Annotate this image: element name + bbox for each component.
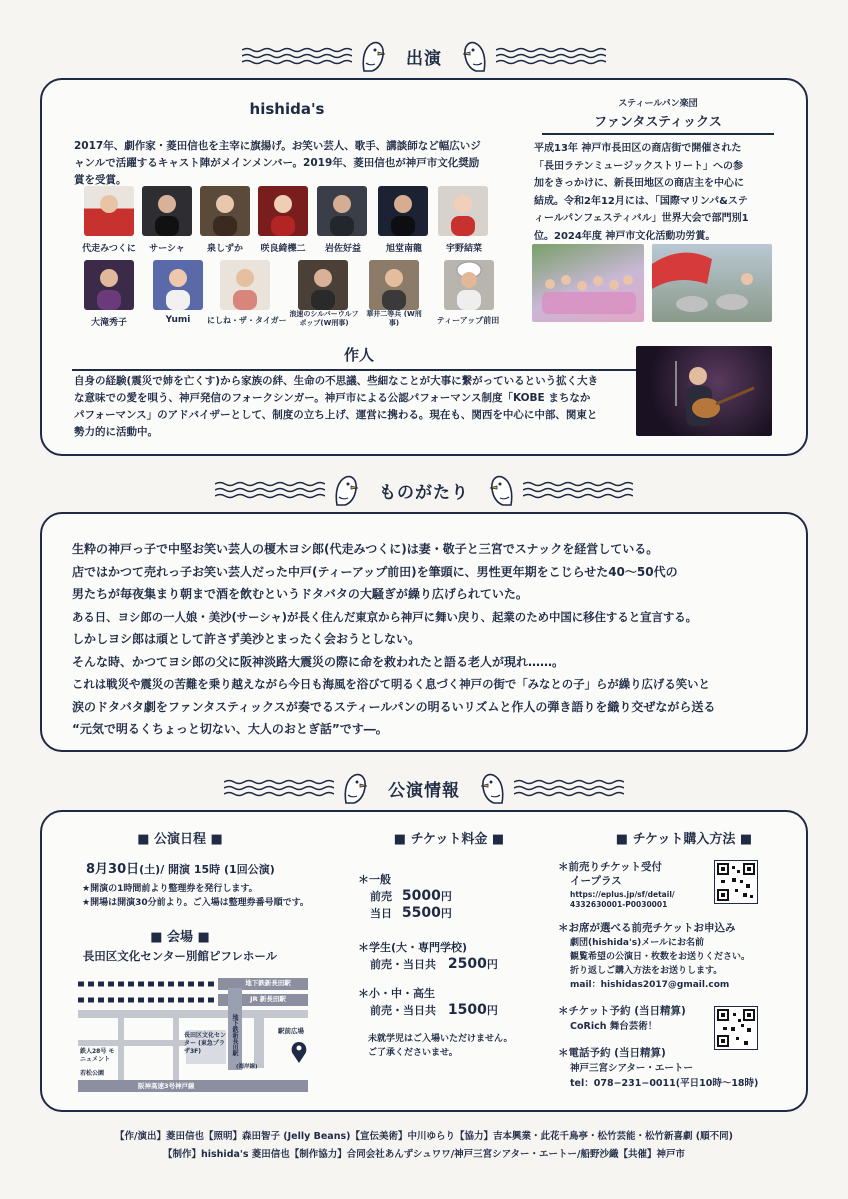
wave-lines-icon: [215, 479, 325, 501]
ticket-student-label: ＊学生(大・専門学校): [358, 941, 468, 954]
price: 5500: [401, 905, 441, 921]
fantastics-title: ファンタスティックス: [542, 111, 774, 135]
cast-name: 浪速のシルバーウルフ ポップ(W刑事): [289, 310, 359, 327]
purchase-heading: ■ チケット購入方法 ■: [615, 832, 753, 847]
story-line: そんな時、かつてヨシ郎の父に阪神淡路大震災の際に命を救われたと語る老人が現れ……。: [72, 654, 565, 669]
wave-lines-icon: [514, 777, 624, 799]
text-line: 結成。令和2年12月には、「国際マリンパ&ステ: [534, 195, 748, 207]
cast-name: 咲良綺櫟二: [260, 244, 306, 254]
text-line: ィールパンフェスティバル」世界大会で部門別1: [534, 213, 749, 224]
cast-name: サーシャ: [149, 244, 185, 254]
ticket-general: [358, 872, 452, 922]
seat-block: [558, 920, 750, 992]
label: 前売: [370, 890, 392, 903]
person-silhouette-icon: [317, 186, 367, 236]
eplus-name: イープラス: [570, 875, 622, 887]
cast-photo: [369, 260, 419, 310]
schedule-heading: ■ 公演日程 ■: [137, 832, 223, 847]
qr-code-icon: [715, 861, 757, 903]
map-label-park: 若松公園: [80, 1070, 105, 1077]
cast-photo: [258, 186, 308, 236]
qr-code-icon: [715, 1007, 757, 1049]
writer-description: [74, 373, 640, 441]
text-line: ャンルで活躍するキャスト陣がメインメンバー。2019年、菱田信也が神戸市文化奨励: [74, 157, 480, 169]
credits: [0, 1128, 848, 1164]
text-line: 未就学児はご入場いただけません。: [368, 1034, 513, 1044]
schedule-date: [86, 858, 275, 877]
phone-number[interactable]: tel：078−231−0011(平日10時〜18時): [570, 1078, 759, 1089]
text-line: ★開演の1時間前より整理券を発行します。: [82, 884, 258, 894]
ticket-student-row: [358, 956, 498, 973]
cast-photo: [84, 260, 134, 310]
text-line: 2017年、劇作家・菱田信也を主宰に旗揚げ。お笑い芸人、歌手、講談師など幅広いジ: [74, 140, 481, 152]
seat-title: ＊お席が選べる前売チケットお申込み: [558, 922, 736, 934]
cast-photo: [153, 260, 203, 310]
cast-photo: [317, 186, 367, 236]
fantastics-photo-performance: [652, 244, 772, 322]
eplus-qr-code[interactable]: [714, 860, 758, 904]
cast-photo: [444, 260, 494, 310]
cast-name: 代走みつくに: [82, 244, 136, 254]
cast-name: Yumi: [165, 315, 191, 325]
ticket-kids: [358, 986, 498, 1019]
person-silhouette-icon: [369, 260, 419, 310]
cast-name: 大滝秀子: [90, 318, 127, 328]
cast-photo: [438, 186, 488, 236]
story-line: しかしヨシ郎は頑として許さず美沙とまったく会おうとしない。: [72, 632, 421, 646]
text-line: 自身の経験(震災で姉を亡くす)から家族の絆、生命の不思議、些細なことが大事に繋がっているという拡く大き: [74, 375, 599, 387]
person-silhouette-icon: [258, 186, 308, 236]
seagull-icon: [478, 771, 508, 805]
hishida-description: [74, 138, 544, 189]
map-label-jr: JR 新長田駅: [250, 995, 286, 1003]
writer-title: 作人: [72, 344, 646, 371]
seagull-icon: [358, 39, 388, 73]
ticket-door-row: [358, 905, 452, 922]
schedule-notes: [82, 882, 309, 910]
wave-lines-icon: [224, 777, 334, 799]
venue-heading: ■ 会場 ■: [150, 930, 210, 945]
email-link[interactable]: mail：hishidas2017@gmail.com: [570, 980, 730, 990]
text-line: 神戸三宮シアター・エートー: [570, 1063, 693, 1074]
cast-photo: [298, 260, 348, 310]
story-section-title: ものがたり: [379, 482, 469, 503]
price: 1500: [447, 1002, 487, 1018]
label: 当日: [370, 907, 392, 920]
seagull-icon: [331, 473, 361, 507]
fantastics-description: [534, 140, 784, 245]
text-line: 4332630001-P0030001: [570, 900, 668, 909]
person-silhouette-icon: [142, 186, 192, 236]
text-line: パフォーマンス」のアドバイザーとして、制度の立ち上げ、運営に携わる。現在も、関西を中心に中部、関東と: [74, 409, 598, 421]
cast-name: 岩佐好益: [324, 244, 361, 254]
cast-photo: [200, 186, 250, 236]
fantastics-header: [536, 96, 780, 135]
story-section-header: [0, 470, 848, 510]
phone-title: ＊電話予約 (当日精算): [558, 1047, 666, 1059]
yen: 円: [486, 1004, 498, 1017]
eplus-block: [558, 860, 675, 910]
eplus-url[interactable]: [558, 890, 675, 910]
text-line: ★開場は開演30分前より。ご入場は整理券番号順です。: [82, 898, 309, 908]
cast-section-header: [0, 36, 848, 76]
story-line: 店ではかつて売れっ子お笑い芸人だった中戸(ティーアップ前田)を筆頭に、男性更年期をこじらせた40〜50代の: [72, 564, 678, 579]
cast-name: 旭堂南龍: [385, 244, 422, 254]
cast-name: にしね・ザ・タイガー: [207, 316, 287, 325]
map-label-plaza: 駅前広場: [278, 1027, 304, 1035]
person-silhouette-icon: [298, 260, 348, 310]
story-panel: [40, 512, 808, 752]
seagull-icon: [487, 473, 517, 507]
credits-line: 【作/演出】菱田信也【照明】森田智子 (Jelly Beans)【宣伝美術】中川ゆらり【協力】吉本興業・此花千鳥亭・松竹芸能・松竹新喜劇 (順不同): [115, 1131, 733, 1142]
price: 5000: [401, 888, 441, 904]
map-label-route: 阪神高速3号神戸線: [138, 1082, 195, 1090]
text-line: な意味での愛を唄う、神戸発信のフォークシンガー。神戸市による公認パフォーマンス制度「KOBE まちなか: [74, 392, 591, 404]
ticket-general-label: ＊一般: [358, 873, 391, 886]
story-line: “元気で明るくちょっと切ない、大人のおとぎ話”です―。: [72, 722, 388, 736]
yen: 円: [486, 958, 498, 971]
ticket-kids-row: [358, 1002, 498, 1019]
cast-panel: [40, 78, 808, 456]
tickets-heading: ■ チケット料金 ■: [393, 832, 505, 847]
fantastics-subtitle: スティールパン楽団: [618, 99, 698, 109]
text-line: 「長田ラテンミュージックストリート」への参: [534, 160, 743, 172]
yen: 円: [440, 890, 452, 903]
cast-name: 泉しずか: [206, 244, 243, 254]
cast-section-title: 出演: [406, 48, 442, 69]
label: 前売・当日共: [370, 958, 436, 971]
date-main: 8月30日: [86, 862, 140, 877]
person-silhouette-icon: [220, 260, 270, 310]
text-line: 劇団(hishida's)メールにお名前: [570, 938, 705, 948]
wave-lines-icon: [496, 45, 606, 67]
phone-block: [558, 1046, 758, 1091]
text-line: ご了承くださいませ。: [368, 1048, 458, 1058]
guitarist-illustration: [636, 346, 772, 436]
ticket-student: [358, 940, 498, 973]
seagull-icon: [460, 39, 490, 73]
person-silhouette-icon: [200, 186, 250, 236]
eplus-title: ＊前売りチケット受付: [558, 861, 663, 873]
text-line: 折り返しご購入方法をお送りします。: [570, 966, 723, 976]
text-line: 加をきっかけに、新長田地区の商店主を中心に: [534, 178, 744, 189]
writer-photo: [636, 346, 772, 436]
corich-qr-code[interactable]: [714, 1006, 758, 1050]
cast-name: 華井二等兵 (W刑事): [366, 310, 422, 327]
map-label-subway: 地下鉄新長田駅: [245, 979, 291, 987]
cast-photo: [142, 186, 192, 236]
cast-name: 宇野結菜: [445, 244, 482, 254]
person-silhouette-icon: [84, 260, 134, 310]
venue-map: [78, 970, 318, 1096]
story-line: 生粋の神戸っ子で中堅お笑い芸人の榎木ヨシ郎(代走みつくに)は妻・敬子と三宮でスナックを経営している。: [72, 542, 659, 556]
map-label-subway-vertical: 地下鉄新長田駅: [231, 1014, 238, 1056]
corich-name[interactable]: CoRich 舞台芸術！: [570, 1021, 658, 1032]
venue-name: 長田区文化センター別館ピフレホール: [82, 949, 278, 963]
story-line: これは戦災や震災の苦難を乗り越えながら今日も海風を浴びて明るく息づく神戸の街で「みなとの子」らが繰り広げる笑いと: [72, 677, 710, 691]
person-silhouette-icon: [84, 186, 134, 236]
story-line: ある日、ヨシ郎の一人娘・美沙(サーシャ)が長く住んだ東京から神戸に舞い戻り、起業のため中国に移住すると宣言する。: [72, 609, 698, 624]
date-rest: (土)/ 開演 15時 (1回公演): [139, 863, 275, 876]
writer-header: [72, 344, 646, 371]
fantastics-photo-group: [532, 244, 644, 322]
person-silhouette-icon: [444, 260, 494, 310]
cast-photo: [378, 186, 428, 236]
ticket-preschool-note: [368, 1032, 513, 1060]
person-silhouette-icon: [438, 186, 488, 236]
story-line: 涙のドタバタ劇をファンタスティックスが奏でるスティールパンの明るいリズムと作人の弾き語りを織り交ぜながら送る: [72, 699, 716, 714]
story-line: 男たちが毎夜集まり朝まで酒を飲むというドタバタの大騒ぎが繰り広げられていた。: [72, 587, 528, 601]
credits-line: 【制作】hishida's 菱田信也【制作協力】合同会社あんずシュワワ/神戸三宮シアター・エートー/船野沙織【共催】神戸市: [163, 1149, 685, 1160]
info-section-title: 公演情報: [388, 780, 460, 801]
wave-lines-icon: [242, 45, 352, 67]
map-label-kaiken: (海岸線): [236, 1064, 258, 1070]
text-line: 位。2024年度 神戸市文化活動功労賞。: [534, 230, 716, 242]
text-line: 勢力的に活動中。: [74, 426, 158, 438]
hishida-title: hishida's: [249, 100, 325, 118]
yen: 円: [440, 907, 452, 920]
text-line: 平成13年 神戸市長田区の商店街で開催された: [534, 143, 742, 154]
band-group-illustration: [532, 244, 644, 322]
steelpan-performance-illustration: [652, 244, 772, 322]
ticket-advance-row: [358, 888, 452, 905]
text-line: 観覧希望の公演日・枚数をお送りください。: [570, 952, 751, 962]
cast-name: ティーアップ前田: [436, 316, 500, 325]
cast-photo: [220, 260, 270, 310]
person-silhouette-icon: [378, 186, 428, 236]
map-label-center: 長田区文化センター (東急プラザ3F): [184, 1032, 227, 1055]
info-section-header: [0, 768, 848, 808]
ticket-kids-label: ＊小・中・高生: [358, 987, 435, 1000]
price: 2500: [447, 956, 487, 972]
wave-lines-icon: [523, 479, 633, 501]
text-line: https://eplus.jp/sf/detail/: [570, 890, 675, 899]
text-line: 賞を受賞。: [74, 174, 127, 186]
info-panel: [40, 810, 808, 1112]
cast-photo: [84, 186, 134, 236]
label: 前売・当日共: [370, 1004, 436, 1017]
seagull-icon: [340, 771, 370, 805]
map-label-monument: 鉄人28号 モニュメント: [80, 1048, 115, 1063]
corich-block: [558, 1004, 686, 1034]
person-silhouette-icon: [153, 260, 203, 310]
corich-title: ＊チケット予約 (当日精算): [558, 1005, 686, 1017]
